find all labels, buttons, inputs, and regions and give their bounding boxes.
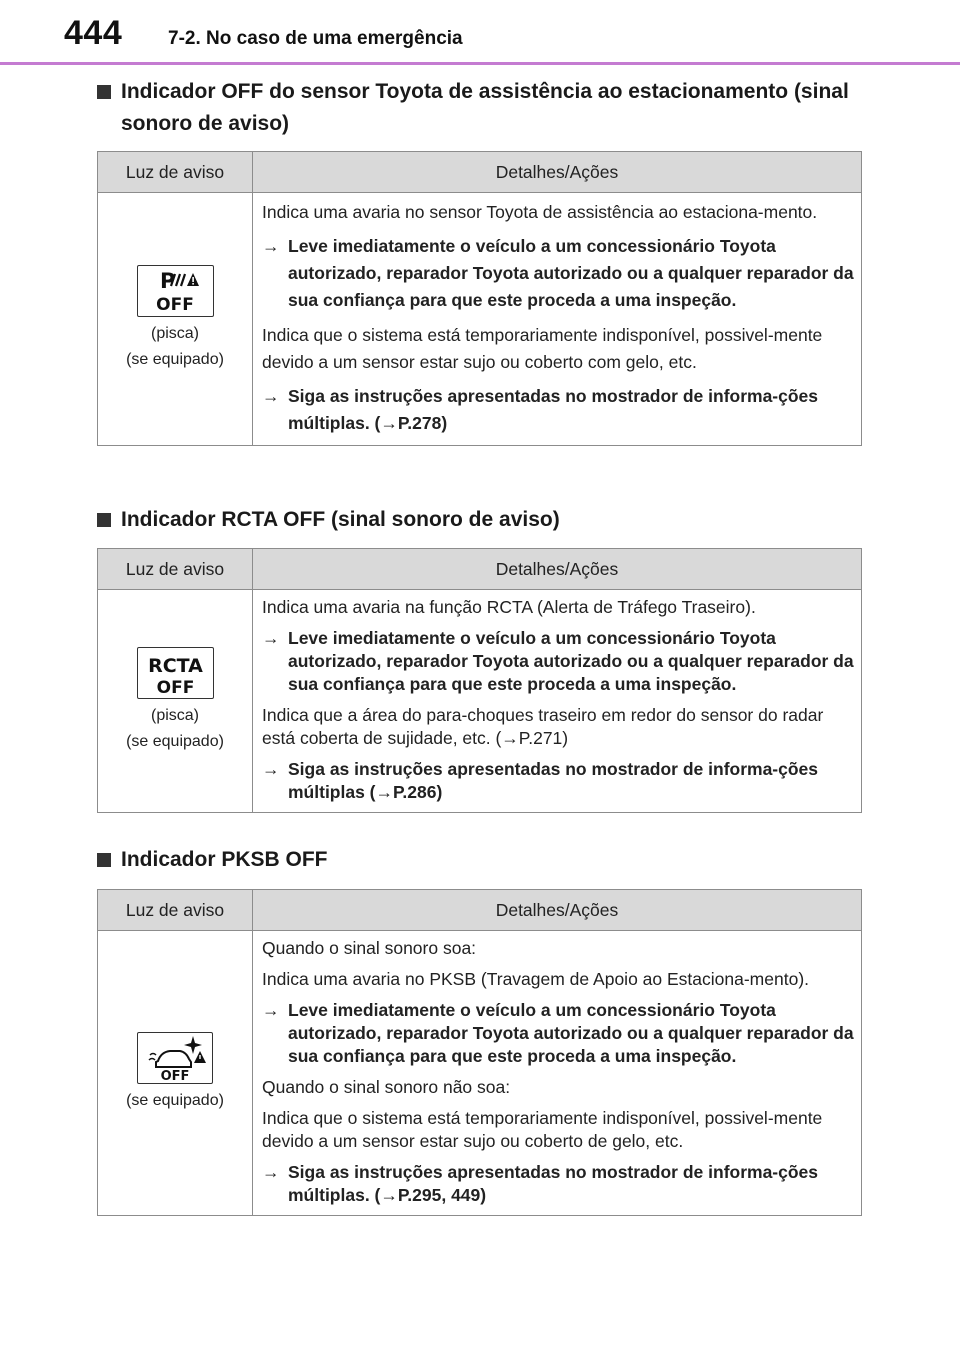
details-cell: [253, 931, 862, 1216]
svg-text:RCTA: RCTA: [147, 655, 203, 677]
column-header-details: Detalhes/Ações: [253, 890, 862, 931]
arrow-right-icon: →: [262, 236, 280, 256]
detail-text: Quando o sinal sonoro soa:: [262, 938, 477, 958]
page-number: 444: [64, 14, 123, 52]
section-heading-text: Indicador RCTA OFF (sinal sonoro de aviso): [121, 508, 560, 531]
table-row: [98, 931, 862, 1216]
square-bullet-icon: [97, 513, 111, 527]
action-item: → Leve imediatamente o veículo a um concessionário Toyota autorizado, reparador Toyota autorizado ou a qualquer reparador da sua confiança para que este proceda a uma inspeção.: [262, 1000, 854, 1066]
arrow-right-icon: →: [262, 628, 280, 648]
warning-light-cell: [98, 590, 253, 813]
table-header-row: [98, 549, 862, 590]
pksb-off-icon: [137, 1032, 213, 1084]
section-heading-parking-sensor: [97, 76, 877, 140]
arrow-right-icon: →: [262, 386, 280, 406]
rcta-off-icon: [137, 647, 214, 699]
table-row: [98, 193, 862, 446]
column-header-details: Detalhes/Ações: [253, 152, 862, 193]
column-header-light: Luz de aviso: [98, 890, 253, 931]
arrow-right-icon: →: [262, 1000, 280, 1020]
section-heading-text: Indicador OFF do sensor Toyota de assistência ao estacionamento (sinal sonoro de aviso): [121, 80, 849, 135]
column-header-light: Luz de aviso: [98, 549, 253, 590]
detail-text: Indica que a área do para-choques traseiro em redor do sensor do radar está coberta de sujidade, etc. (→P.271): [262, 705, 824, 748]
svg-text:OFF: OFF: [156, 678, 194, 698]
detail-text: Indica que o sistema está temporariamente indisponível, possivel-mente devido a um sensor estar sujo ou coberto de gelo, etc.: [262, 1108, 823, 1151]
svg-text:OFF: OFF: [160, 1069, 190, 1083]
details-cell: [253, 193, 862, 446]
chapter-title: 7-2. No caso de uma emergência: [168, 28, 463, 49]
parking-sensor-off-icon: [137, 265, 214, 317]
table-row: [98, 590, 862, 813]
table-header-row: [98, 890, 862, 931]
header-rule: [0, 62, 960, 65]
warning-table-pksb: [97, 889, 862, 1216]
action-item: → Leve imediatamente o veículo a um concessionário Toyota autorizado, reparador Toyota autorizado ou a qualquer reparador da sua confiança para que este proceda a uma inspeção.: [262, 628, 854, 694]
detail-text: Indica que o sistema está temporariamente indisponível, possivel-mente devido a um sensor estar sujo ou coberto com gelo, etc.: [262, 325, 823, 372]
blinking-note: (pisca): [150, 325, 199, 342]
arrow-right-icon: →: [262, 759, 280, 779]
warning-light-cell: [98, 931, 253, 1216]
page-header: [0, 0, 960, 66]
action-item: → Leve imediatamente o veículo a um concessionário Toyota autorizado, reparador Toyota autorizado ou a qualquer reparador da sua confiança para que este proceda a uma inspeção.: [262, 233, 855, 314]
svg-text:OFF: OFF: [155, 295, 194, 315]
square-bullet-icon: [97, 85, 111, 99]
detail-text: Indica uma avaria na função RCTA (Alerta de Tráfego Traseiro).: [262, 597, 756, 617]
square-bullet-icon: [97, 853, 111, 867]
equipped-note: (se equipado): [126, 1092, 224, 1109]
column-header-light: Luz de aviso: [98, 152, 253, 193]
section-heading-text: Indicador PKSB OFF: [121, 848, 328, 871]
section-heading-rcta: [97, 504, 877, 536]
blinking-note: (pisca): [150, 707, 199, 724]
detail-text: Indica uma avaria no sensor Toyota de assistência ao estaciona-mento.: [262, 202, 818, 222]
warning-light-cell: [98, 193, 253, 446]
table-header-row: [98, 152, 862, 193]
warning-table-parking-sensor: [97, 151, 862, 446]
svg-text:P: P: [159, 269, 175, 293]
action-item: → Siga as instruções apresentadas no mostrador de informa-ções múltiplas. (→P.278): [262, 383, 855, 437]
detail-text: Indica uma avaria no PKSB (Travagem de Apoio ao Estaciona-mento).: [262, 969, 810, 989]
action-item: → Siga as instruções apresentadas no mostrador de informa-ções múltiplas. (→P.295, 449): [262, 1162, 819, 1205]
action-item: → Siga as instruções apresentadas no mostrador de informa-ções múltiplas (→P.286): [262, 759, 819, 802]
detail-text: Quando o sinal sonoro não soa:: [262, 1077, 511, 1097]
column-header-details: Detalhes/Ações: [253, 549, 862, 590]
warning-table-rcta: [97, 548, 862, 813]
equipped-note: (se equipado): [126, 733, 224, 750]
arrow-right-icon: →: [262, 1162, 280, 1182]
section-heading-pksb: [97, 844, 877, 876]
details-cell: [253, 590, 862, 813]
equipped-note: (se equipado): [126, 351, 224, 368]
